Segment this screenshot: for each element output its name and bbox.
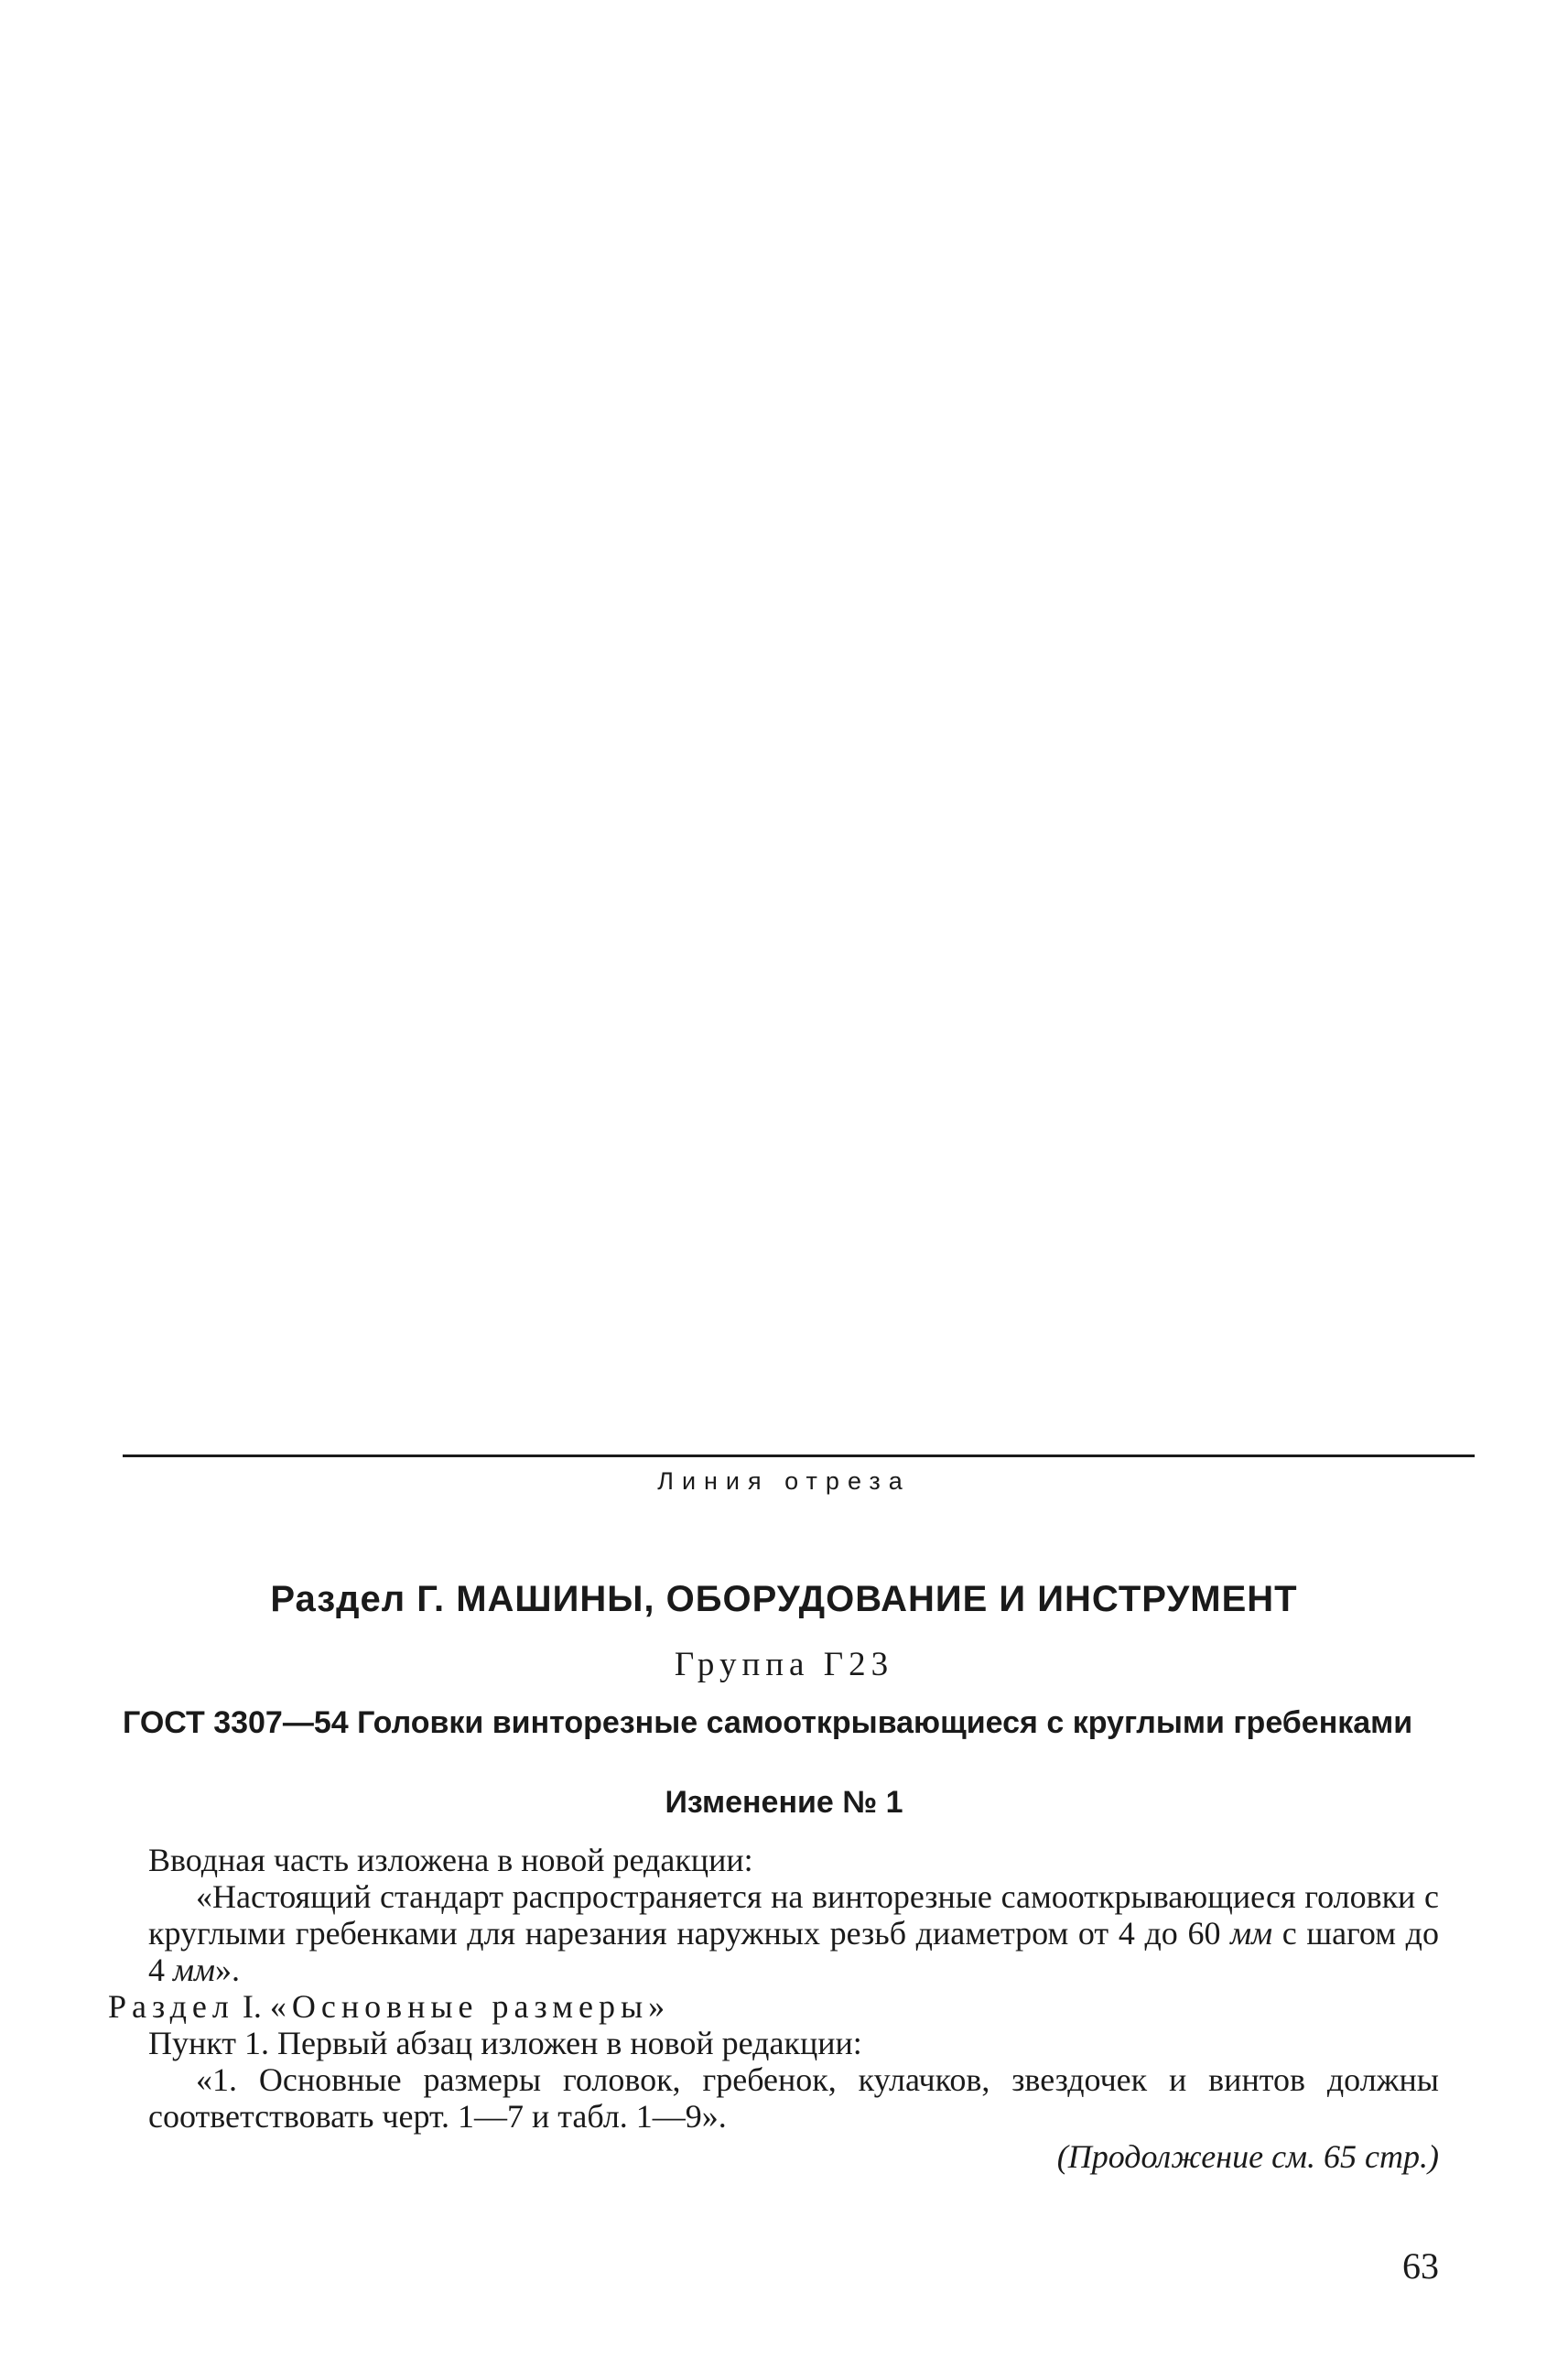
section-number: I. [233, 1988, 270, 2025]
page-number: 63 [1402, 2245, 1439, 2287]
section-heading [108, 1988, 1439, 2025]
item-heading: Пункт 1. Первый абзац изложен в новой редакции: [148, 2025, 862, 2061]
intro-text-before: «Настоящий стандарт распространяется на винторезные самооткрывающиеся головки с круглыми гребенками для нарезания наружных резьб диаметром от 4 до 60 [148, 1878, 1439, 1952]
intro-paragraph [148, 1878, 1439, 1988]
standard-title: ГОСТ 3307—54 Головки винторезные самооткрывающиеся с круглыми гребенками [123, 1705, 1413, 1740]
unit-mm-1: мм [1230, 1915, 1273, 1952]
change-label: Изменение № 1 [665, 1785, 903, 1820]
continuation-note: (Продолжение см. 65 стр.) [1056, 2138, 1439, 2175]
section-title: Раздел Г. МАШИНЫ, ОБОРУДОВАНИЕ И ИНСТРУМЕНТ [270, 1579, 1298, 1619]
section-name: «Основные размеры» [269, 1988, 671, 2025]
cut-line-label: Линия отреза [657, 1467, 911, 1495]
intro-text-middle: с шагом до 4 [148, 1915, 1439, 1988]
intro-text-end: ». [214, 1952, 240, 1988]
document-body [108, 1842, 1439, 2175]
unit-mm-2: мм [173, 1952, 215, 1988]
intro-heading: Вводная часть изложена в новой редакции: [148, 1842, 753, 1878]
item-paragraph: «1. Основные размеры головок, гребенок, кулачков, звездочек и винтов должны соответствовать черт. 1—7 и табл. 1—9». [148, 2061, 1439, 2135]
section-prefix: Раздел [108, 1988, 234, 2025]
group-label: Группа Г23 [674, 1646, 894, 1683]
cut-line [123, 1454, 1475, 1457]
